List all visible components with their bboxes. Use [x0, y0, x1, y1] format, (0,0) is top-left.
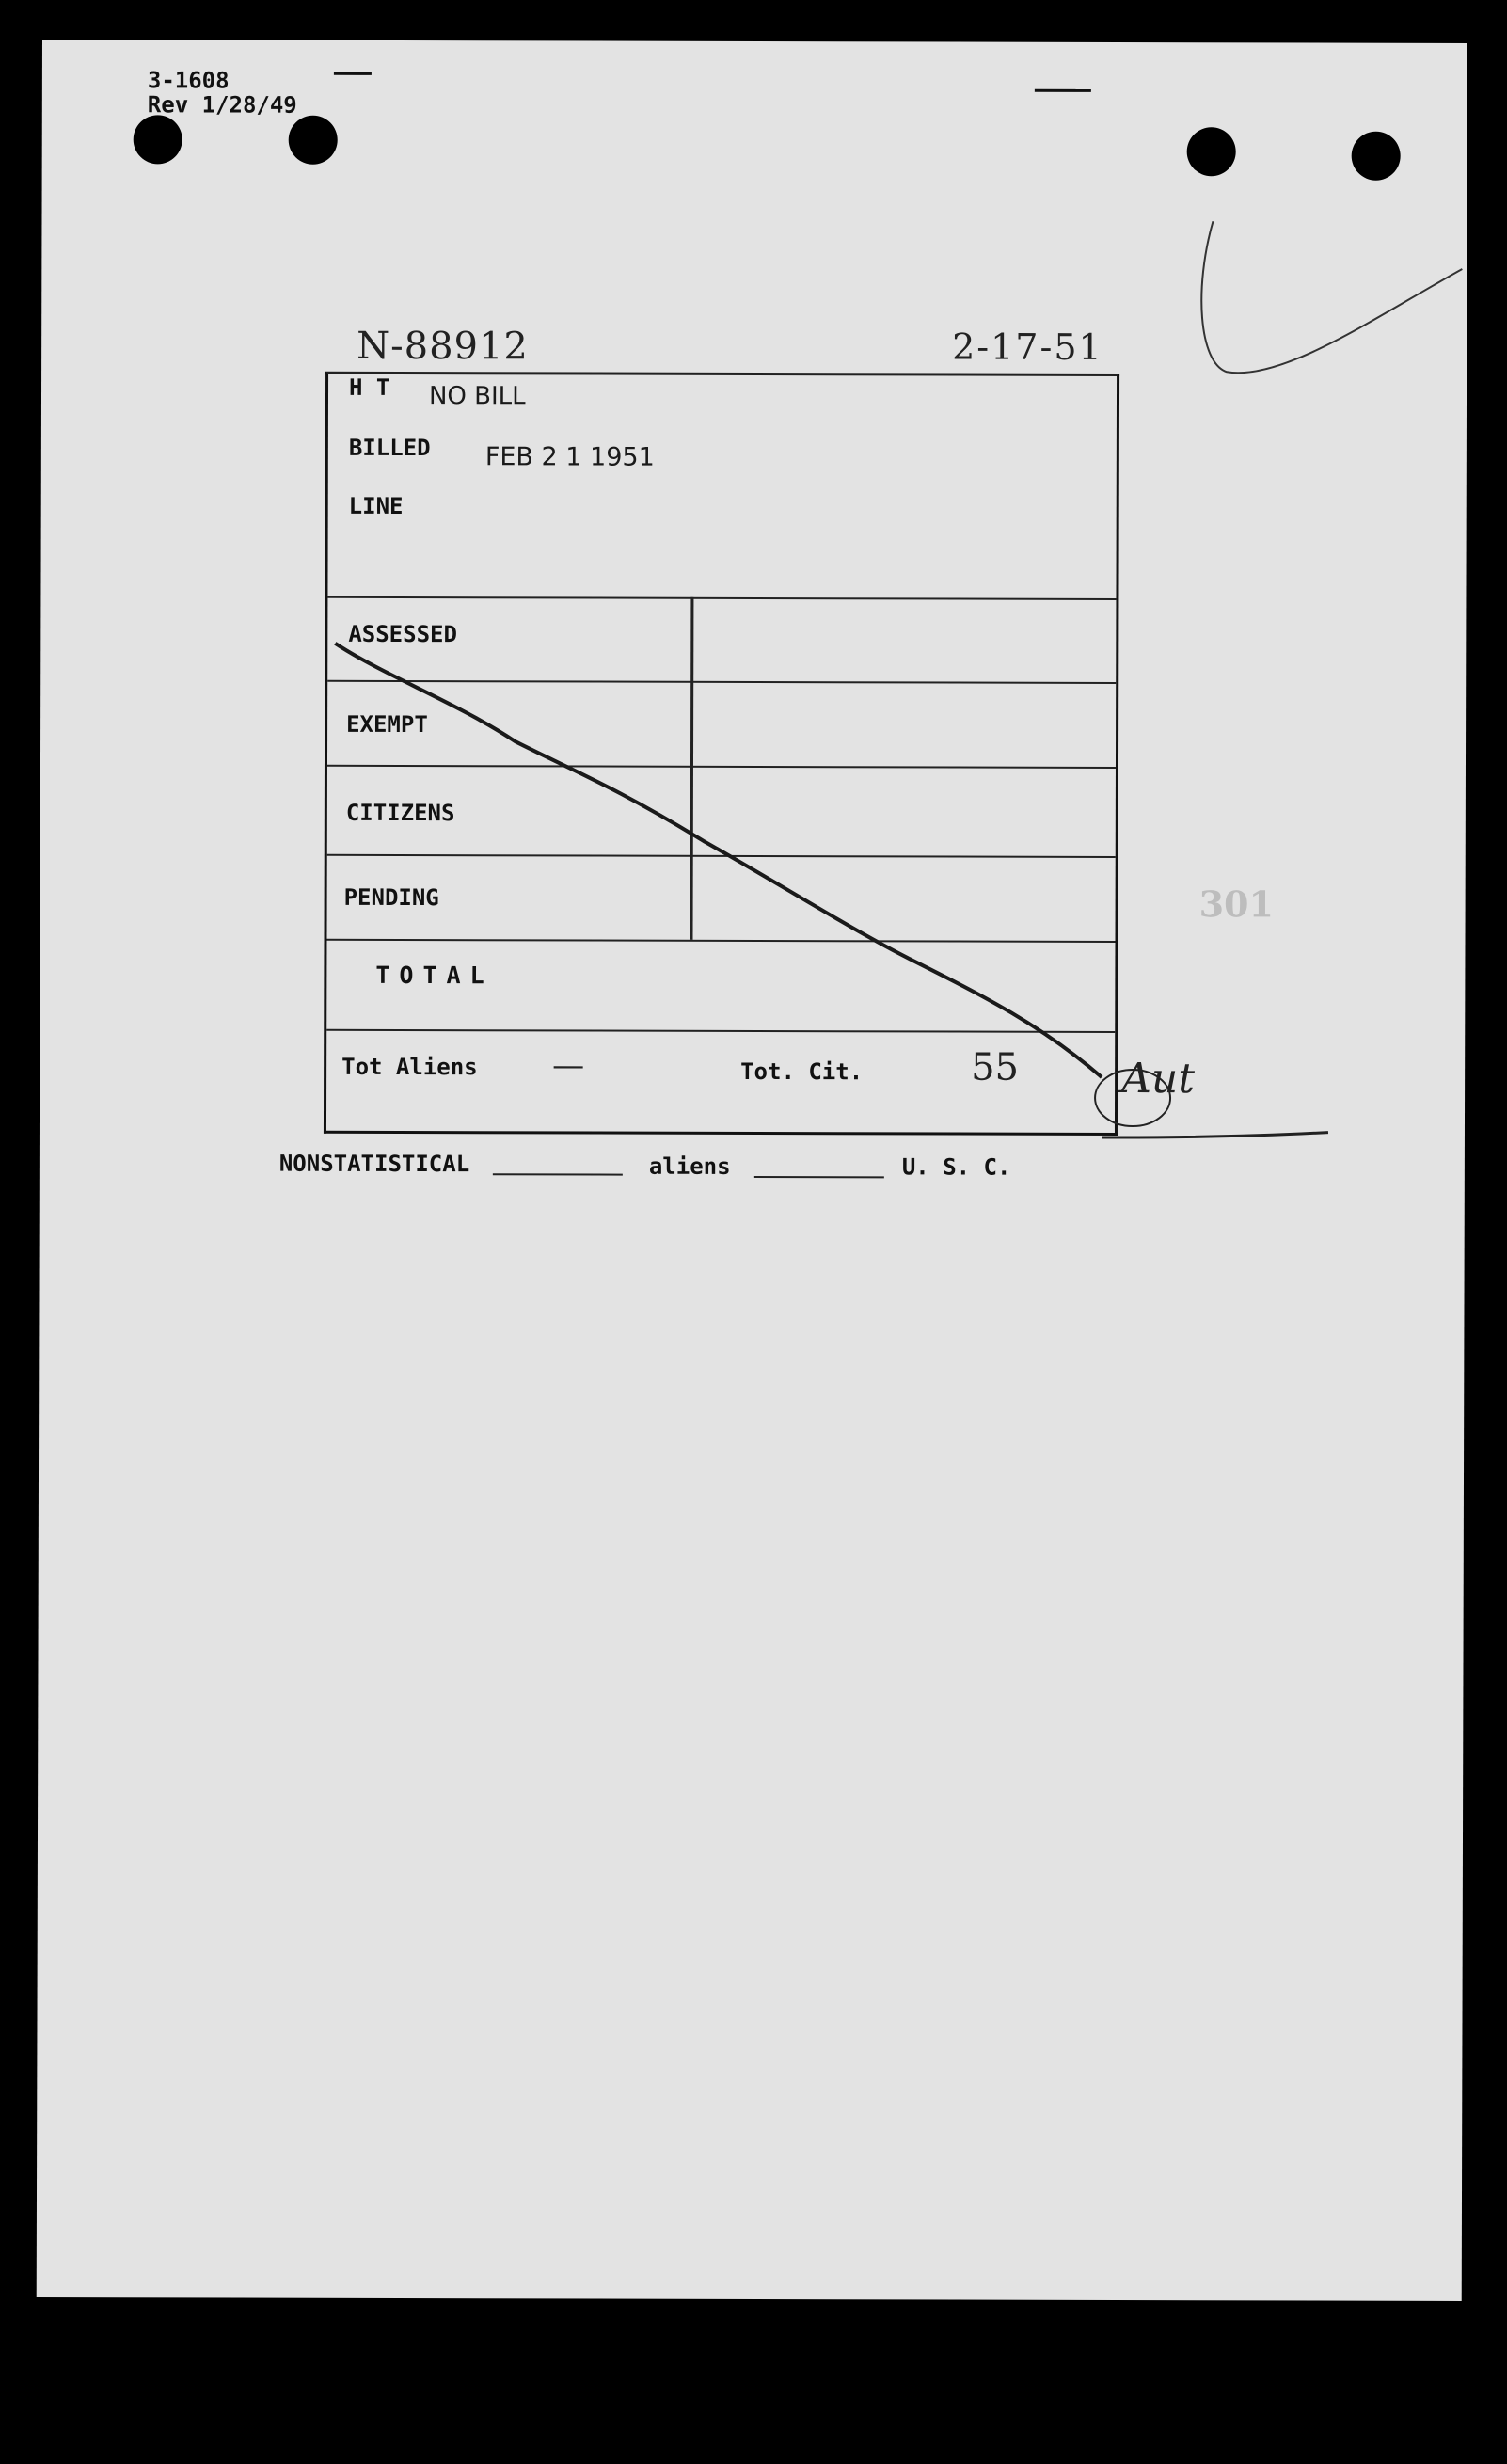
- top-mark: [334, 72, 372, 75]
- row-citizens: CITIZENS: [345, 799, 455, 827]
- form-revision: Rev 1/28/49: [147, 91, 297, 119]
- ht-label: H T: [348, 374, 390, 401]
- initials-underline: [1074, 1047, 1338, 1152]
- punch-hole-left-1: [134, 115, 182, 164]
- pen-stroke: [1189, 174, 1472, 438]
- tot-aliens-value: —: [552, 1046, 585, 1085]
- billed-label: BILLED: [348, 434, 431, 462]
- nonstatistical-line: [279, 1151, 469, 1178]
- ht-stamp: NO BILL: [428, 382, 526, 411]
- initials: Aut: [1121, 1055, 1195, 1104]
- nonstatistical-blank: [493, 1173, 623, 1175]
- aliens-blank: [754, 1176, 884, 1178]
- tot-cit-label: Tot. Cit.: [740, 1057, 864, 1086]
- line-label: LINE: [348, 492, 404, 520]
- tot-aliens-label: Tot Aliens: [341, 1053, 478, 1081]
- row-exempt: EXEMPT: [346, 710, 428, 739]
- punch-hole-right-1: [1187, 127, 1236, 176]
- total-label: TOTAL: [375, 961, 494, 990]
- case-number: N-88912: [357, 324, 529, 369]
- case-date: 2-17-51: [952, 326, 1103, 368]
- row-assessed: ASSESSED: [348, 620, 457, 648]
- punch-hole-left-2: [289, 116, 338, 165]
- form-code: [148, 68, 297, 117]
- nonstatistical-label: NONSTATISTICAL: [278, 1150, 470, 1178]
- row-pending: PENDING: [343, 883, 439, 912]
- punch-hole-right-2: [1352, 132, 1401, 181]
- cross-out-line: [326, 374, 1117, 1129]
- document-page: [37, 40, 1467, 2301]
- tot-cit-value: 55: [971, 1045, 1020, 1089]
- form-number: 3-1608: [147, 67, 230, 94]
- aliens-word: aliens: [648, 1153, 731, 1180]
- billed-stamp: FEB 2 1 1951: [484, 442, 655, 472]
- usc-label: U. S. C.: [901, 1153, 1011, 1181]
- margin-number: 301: [1198, 882, 1274, 926]
- statistics-box: [324, 372, 1119, 1136]
- top-mark-right: [1035, 89, 1091, 92]
